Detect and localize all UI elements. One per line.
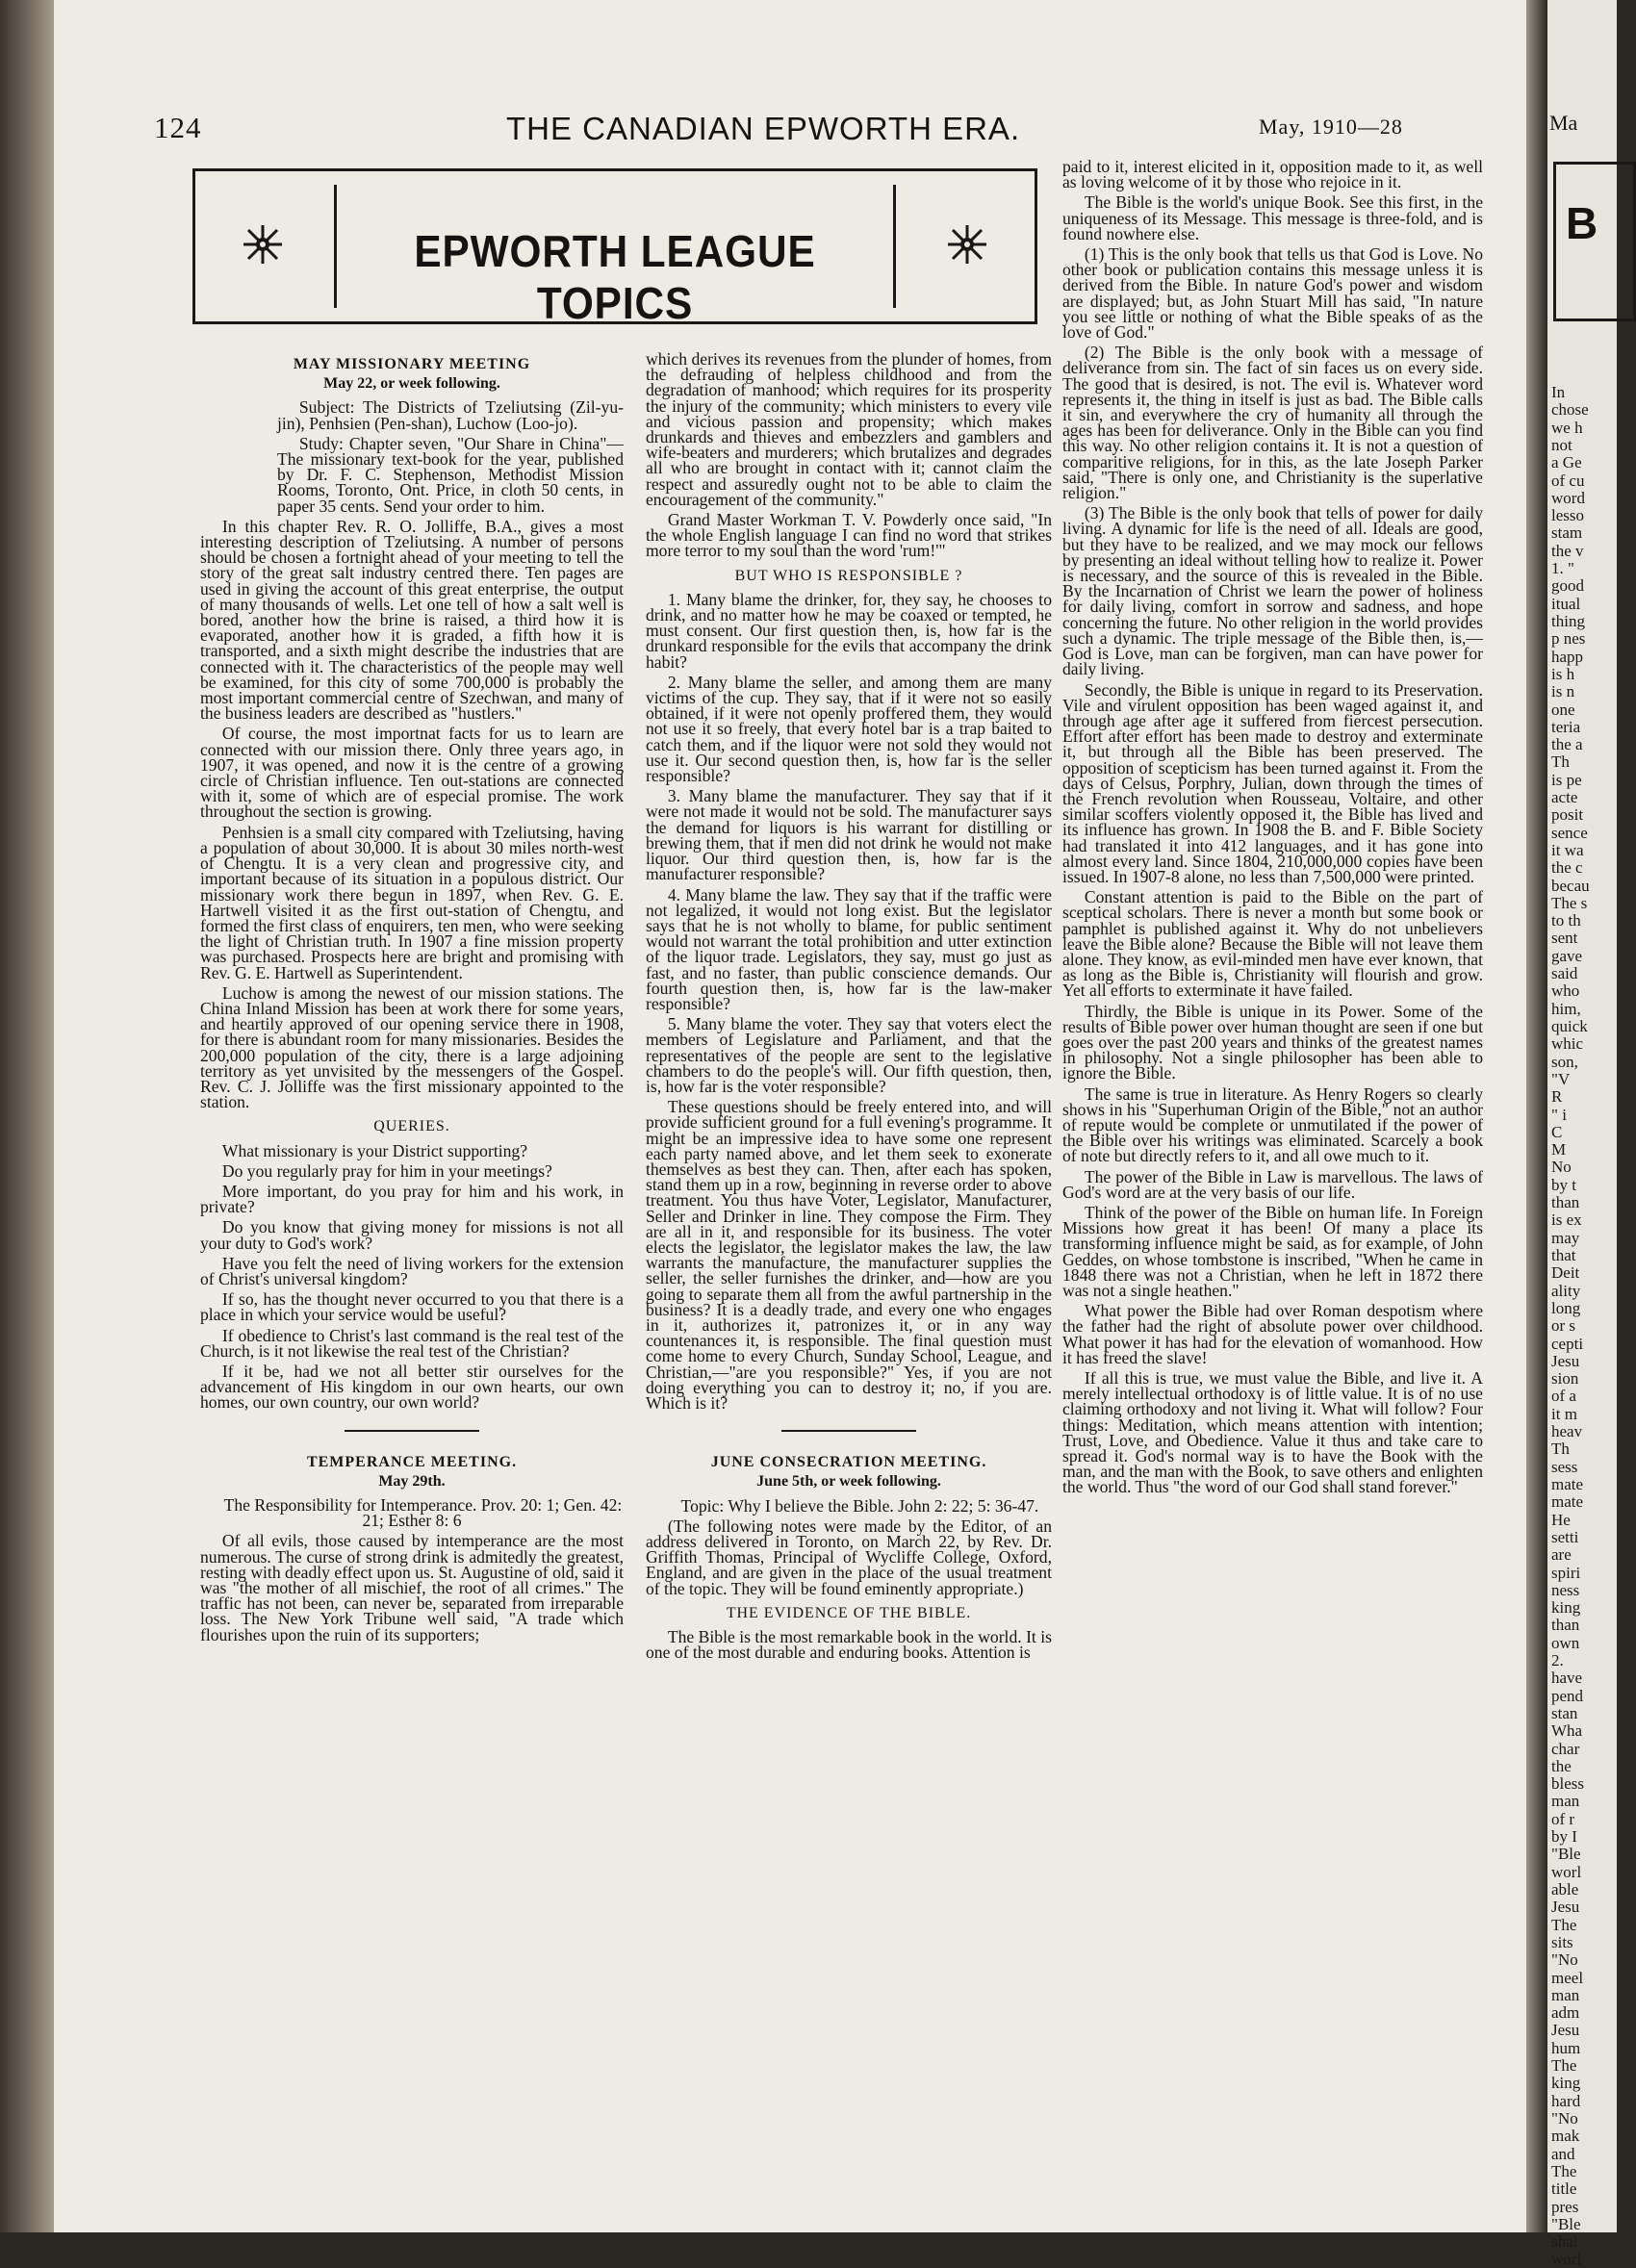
paragraph: (2) The Bible is the only book with a message of deliverance from sin. The fact of sin faces us on every side. The good that is desired, is not. The evil is. Whatever word represents it, the thing in itself is just as bad. The Bible calls it sin, and everywhere the cry of humanity all through the ages has been for deliverance. Only in the Bible can you find this way. No other religion contains it. It is not a question of comparitive religions, for in this, as the late Joseph Parker said, "There is only one, and Christianity is the superlative religion."	[1062, 343, 1483, 503]
next-page-line-fragment: Th	[1551, 752, 1570, 772]
banner-title: EPWORTH LEAGUE TOPICS	[414, 226, 816, 328]
next-page-line-fragment: sence	[1551, 823, 1588, 842]
next-page-line-fragment: M	[1551, 1140, 1567, 1159]
paragraph: If all this is true, we must value the Bible, and live it. A merely intellectual orthodoxy is of little value. It is of no use claiming orthodoxy and not living it. What will follow? Four things: Meditation, which means attention with intention; Trust, Love, and Obedience. Value it thus and take care to spread it. God's normal way is to have the Book with the man, and the man with the Book, to save others and enlighten the world. Thus "the word of our God shall stand forever."	[1062, 1368, 1483, 1497]
next-page-line-fragment: heav	[1551, 1422, 1583, 1441]
section-divider	[345, 1430, 479, 1432]
next-page-line-fragment: C	[1551, 1122, 1563, 1141]
next-page-line-fragment: Jesu	[1551, 1898, 1580, 1917]
paragraph: Secondly, the Bible is unique in regard to its Preservation. Vile and virulent opposition has been waged against it, and through age after age it suffered from fiercest persecution. Effort after effort has been made to destroy and exterminate it, but through all the Bible has been preserved. The opposition of scepticism has been turned against it. From the days of Celsus, Porphry, Julian, down through the times of the French revolution when Rousseau, Voltaire, and other similar scoffers violently opposed it, the Bible has lived and its influence has grown. In 1908 the B. and F. Bible Society had translated it into 412 languages, and it has gone into almost every land. Since 1804, 210,000,000 copies have been issued. In 1907-8 alone, no less than 7,500,000 were printed.	[1062, 679, 1483, 886]
next-page-line-fragment: " i	[1551, 1105, 1567, 1124]
paragraph: Penhsien is a small city compared with Tzeliutsing, having a population of about 30,000. It is about 30 miles north-west of Chengtu. It is a very clean and progressive city, and important because of its situation in a populous district. Our missionary work there begun in 1897, when Rev. G. E. Hartwell visited it as the first out-station of Chengtu, and formed the first class of enquirers, ten men, who were seeking the light of Christian truth. In 1907 a fine mission property was purchased. Prospects here are bright and promising with Rev. G. E. Hartwell as Superintendent.	[200, 822, 624, 982]
next-page-line-fragment: him,	[1551, 999, 1581, 1018]
next-page-line-fragment: happ	[1551, 647, 1584, 666]
next-page-line-fragment: of cu	[1551, 471, 1585, 490]
next-page-line-fragment: worl	[1551, 1862, 1582, 1881]
next-page-line-fragment: we h	[1551, 418, 1583, 437]
next-page-line-fragment: sent	[1551, 929, 1578, 948]
next-page-line-fragment: char	[1551, 1739, 1580, 1758]
next-page-line-fragment: king	[1551, 2074, 1581, 2093]
next-page-line-fragment: "No	[1551, 2108, 1578, 2128]
next-page-line-fragment: is n	[1551, 682, 1575, 701]
next-page-line-fragment: "No	[1551, 1950, 1578, 1970]
next-page-line-fragment: 1. "	[1551, 559, 1574, 578]
missionary-meeting-date: May 22, or week following.	[323, 375, 500, 393]
next-page-line-fragment: mak	[1551, 2127, 1580, 2146]
column-2	[646, 351, 1052, 1665]
next-page-line-fragment: pres	[1551, 2197, 1579, 2216]
next-page-line-fragment: one	[1551, 700, 1575, 719]
paragraph: Constant attention is paid to the Bible on the part of sceptical scholars. There is never a month but some book or pamphlet is published against it. Why do not unbelievers leave the Bible alone? Because the Bible will not leave them alone. They know, as evil-minded men have ever known, that as long as the Bible is, Christianity will flourish and grow. Yet all efforts to exterminate it have failed.	[1062, 887, 1483, 1001]
next-page-line-fragment: who	[1551, 981, 1580, 1001]
next-page-line-fragment: sion	[1551, 1369, 1579, 1389]
next-page-line-fragment: quick	[1551, 1017, 1588, 1036]
next-page-line-fragment: the a	[1551, 735, 1583, 754]
june-topic: Topic: Why I believe the Bible. John 2: 22; 5: 36-47.	[680, 1495, 1039, 1516]
temperance-topic: The Responsibility for Intemperance. Prov. 20: 1; Gen. 42: 21; Esther 8: 6	[223, 1495, 623, 1531]
next-page-line-fragment: itual	[1551, 594, 1581, 613]
query: What missionary is your District supporting?	[221, 1140, 528, 1160]
next-page-line-fragment: He	[1551, 1510, 1571, 1529]
next-page-line-fragment: than	[1551, 1193, 1580, 1212]
next-page-line-fragment: hard	[1551, 2091, 1581, 2110]
next-page-line-fragment: becau	[1551, 876, 1590, 895]
paragraph: These questions should be freely entered into, and will provide sufficient ground for a full evening's programme. It might be an impressive idea to have some one represent each party named above, and let them seek to exonerate themselves as best they can. Then, after each has spoken, stand them up in a row, beginning in reverse order to above treatment. You thus have Voter, Legislator, Manufacturer, Seller and Drinker in line. They compose the Firm. They are all in it, and responsible for its business. The voter elects the legislator, the legislator makes the law, the law warrants the manufacture, the manufacturer supplies the seller, the seller furnishes the drinker, and—how are you going to separate them all from the awful partnership in the business? It is a deadly trade, and every one who engages in it, authorizes it, patronizes it, or in any way countenances it, is responsible. The final question must come home to every Church, Sunday School, League, and Christian,—"are you responsible?" Yes, if you are not doing everything you can to destroy it; no, if you are. Which is it?	[646, 1097, 1052, 1413]
paragraph: In this chapter Rev. R. O. Jolliffe, B.A., gives a most interesting description of Tzeliutsing. A number of persons should be chosen a fortnight ahead of your meeting to tell the story of the great salt industry centred there. Ten pages are used in giving the account of this great enterprise, the output of many thousands of wells. Let one tell of how a salt well is bored, another how the brine is raised, a third how it is evaporated, another how it is graded, a fifth how it is transported, and a sixth might describe the industries that are connected with it. The characteristics of the people may well be examined, for this city of some 700,000 is probably the most important commercial centre of Szechwan, and many of the business leaders are described as "hustlers."	[200, 516, 624, 724]
next-page-line-fragment: adm	[1551, 2003, 1580, 2023]
banner-title-frame	[334, 185, 896, 328]
next-page-line-fragment: 2.	[1551, 1651, 1564, 1670]
next-page-line-fragment: ness	[1551, 1580, 1580, 1599]
star-ornament-icon	[946, 223, 988, 266]
next-page-line-fragment: it m	[1551, 1404, 1577, 1423]
next-page-line-fragment: thing	[1551, 611, 1585, 630]
next-page-line-fragment: R	[1551, 1087, 1563, 1107]
paragraph: Of all evils, those caused by intemperance are the most numerous. The curse of strong drink is admitedly the greatest, resting with deadly effect upon us. St. Augustine of old, said it was "the mother of all mischief, the root of all crimes." The traffic has not been, can never be, separated from irreparable loss. The New York Tribune well said, "A trade which flourishes upon the ruin of its supporters;	[200, 1531, 624, 1644]
paragraph: Thirdly, the Bible is unique in its Power. Some of the results of Bible power over human thought are seen if one but goes over the past 200 years and thinks of the greatest names in philosophy. Not a single philosopher has been able to ignore the Bible.	[1062, 1001, 1483, 1083]
query: If so, has the thought never occurred to you that there is a place in which your service would be useful?	[200, 1289, 624, 1325]
next-page-line-fragment: gave	[1551, 946, 1583, 965]
next-page-line-fragment: than	[1551, 1616, 1580, 1635]
page-gutter-shadow	[1526, 0, 1547, 2232]
next-page-line-fragment: by t	[1551, 1175, 1576, 1194]
next-page-line-fragment: acte	[1551, 788, 1578, 807]
paragraph: Think of the power of the Bible on human life. In Foreign Missions how great it has been! Of many a place its transforming influence might be said, as for example, of John Geddes, on whose tombstone is inscribed, "When he came in 1848 there was not a Christian, when he left in 1872 there was not a single heathen."	[1062, 1203, 1483, 1301]
missionary-subject: Subject: The Districts of Tzeliutsing (Zil-yu-jin), Penhsien (Pen-shan), Luchow (Loo-jo).	[277, 397, 624, 433]
book-binding-shadow	[0, 0, 54, 2232]
next-page-line-fragment: Jesu	[1551, 2021, 1580, 2040]
next-page-line-fragment: title	[1551, 2179, 1577, 2199]
next-page-line-fragment: good	[1551, 576, 1584, 596]
temperance-meeting-date: May 29th.	[378, 1472, 446, 1490]
next-page-line-fragment: lesso	[1551, 506, 1584, 525]
column-3	[1062, 159, 1483, 1500]
journal-title: THE CANADIAN EPWORTH ERA.	[506, 111, 1021, 146]
next-page-line-fragment: spiri	[1551, 1563, 1581, 1582]
next-page-line-fragment: In	[1551, 383, 1566, 401]
paragraph: 3. Many blame the manufacturer. They say that if it were not made it would not be sold. The manufacturer says the demand for liquors is his warrant for distilling or brewing them, that if men did not drink he would not make liquor. Our third question then, is, how far is the manufacturer responsible?	[646, 786, 1052, 884]
next-page-line-fragment: or s	[1551, 1316, 1576, 1336]
next-page-line-fragment: sess	[1551, 1457, 1578, 1476]
next-page-line-fragment: able	[1551, 1880, 1579, 1898]
next-page-line-fragment: bless	[1551, 1774, 1584, 1794]
next-page-line-fragment: Jesu	[1551, 1351, 1580, 1370]
next-page-line-fragment: and	[1551, 2144, 1575, 2163]
next-page-line-fragment: may	[1551, 1228, 1580, 1247]
next-page-line-fragment: of r	[1551, 1809, 1575, 1828]
paragraph: The Bible is the world's unique Book. See this first, in the uniqueness of its Message. This message is three-fold, and is found nowhere else.	[1062, 192, 1483, 243]
paragraph: (1) This is the only book that tells us that God is Love. No other book or publication contains this message unless it is derived from the Bible. In nature God's power and wisdom are displayed; but, as John Stuart Mill has said, "In nature you see little or nothing of what the Bible speaks of as the love of God."	[1062, 244, 1483, 343]
next-page-banner	[1553, 162, 1636, 321]
next-page-line-fragment: hum	[1551, 2038, 1581, 2057]
next-page-line-fragment: The s	[1551, 893, 1588, 912]
next-page-line-fragment: mate	[1551, 1474, 1584, 1493]
next-page-line-fragment: chose	[1551, 400, 1589, 420]
next-page-line-fragment: "Ble	[1551, 2214, 1581, 2233]
next-page-line-fragment: is ex	[1551, 1210, 1582, 1230]
next-page-line-fragment: stam	[1551, 523, 1583, 543]
next-page-line-fragment: teria	[1551, 717, 1581, 736]
next-page-line-fragment: sits	[1551, 1932, 1573, 1951]
next-page-edge	[1547, 0, 1617, 2268]
next-page-line-fragment: the v	[1551, 541, 1584, 560]
query: More important, do you pray for him and his work, in private?	[200, 1181, 624, 1217]
query: Have you felt the need of living workers for the extension of Christ's universal kingdom?	[200, 1253, 624, 1288]
paragraph: 1. Many blame the drinker, for, they say, he chooses to drink, and no matter how he may be coaxed or tempted, he must consent. Our first question then, is, how far is the drunkard responsible for the evils that accompany the drink habit?	[646, 589, 1052, 672]
paragraph: (3) The Bible is the only book that tells of power for daily living. A dynamic for life is the need of all. Ideals are good, but they have to be realized, and we may mock our fellows by presenting an ideal without telling how to realize it. Power is necessary, and the source of this is revealed in the Bible. By the Incarnation of Christ we learn the power of holiness for daily living, comfort in sorrow and sadness, and hope concerning the future. No other religion in the world provides such a dynamic. The triple message of the Bible then, is,—God is Love, man can be forgiven, man can have power for daily living.	[1062, 503, 1483, 679]
missionary-meeting-heading: MAY MISSIONARY MEETING	[293, 356, 531, 372]
next-page-line-fragment: p nes	[1551, 629, 1586, 649]
paragraph: Of course, the most importnat facts for us to learn are connected with our mission there. Only three years ago, in 1907, it was opened, and now it is the centre of a growing circle of Christian influence. Ten out-stations are connected with it, some of which are of especial promise. The work throughout the section is growing.	[200, 724, 624, 822]
column-1	[200, 351, 624, 1647]
section-banner	[192, 168, 1037, 328]
paragraph: The same is true in literature. As Henry Rogers so clearly shows in his "Superhuman Origin of the Bible," not an author of repute would be complete or unmutilated if the power of the Bible over his writings was eliminated. Scarcely a book of note but directly refers to it, and all owe much to it.	[1062, 1083, 1483, 1166]
paragraph: Grand Master Workman T. V. Powderly once said, "In the whole English language I can find no word that strikes more terror to my soul than the word 'rum!'"	[646, 510, 1052, 561]
next-page-line-fragment: Wha	[1551, 1721, 1583, 1741]
temperance-meeting-heading: TEMPERANCE MEETING.	[306, 1453, 518, 1470]
next-page-line-fragment: Deit	[1551, 1263, 1580, 1283]
paragraph: The power of the Bible in Law is marvellous. The laws of God's word are at the very basis of our life.	[1062, 1166, 1483, 1202]
paragraph: The Bible is the most remarkable book in the world. It is one of the most durable and enduring books. Attention is	[646, 1627, 1052, 1663]
next-page-line-fragment: shal	[1551, 2232, 1578, 2252]
next-page-line-fragment: posit	[1551, 805, 1584, 825]
magazine-page	[54, 0, 1526, 2232]
section-divider	[781, 1430, 916, 1432]
june-meeting-date: June 5th, or week following.	[756, 1473, 941, 1491]
issue-date: May, 1910—28	[1259, 115, 1403, 139]
missionary-study: Study: Chapter seven, "Our Share in China"—The missionary text-book for the year, published by Dr. F. C. Stephenson, Methodist Mission Rooms, Toronto, Ont. Price, in cloth 50 cents, in paper 35 cents. Send your order to him.	[277, 433, 624, 516]
next-page-line-fragment: it wa	[1551, 840, 1584, 859]
next-page-line-fragment: The	[1551, 2056, 1577, 2076]
query: Do you regularly pray for him in your meetings?	[221, 1160, 552, 1181]
query: If obedience to Christ's last command is the real test of the Church, is it not likewise the real test of the Christian?	[200, 1325, 624, 1361]
next-page-line-fragment: is pe	[1551, 770, 1582, 789]
next-page-line-fragment: mate	[1551, 1492, 1584, 1512]
next-page-line-fragment: long	[1551, 1298, 1581, 1317]
next-page-line-fragment: man	[1551, 1792, 1580, 1811]
next-page-line-fragment: "V	[1551, 1069, 1571, 1088]
next-page-line-fragment: "Ble	[1551, 1845, 1581, 1864]
query: Do you know that giving money for missions is not all your duty to God's work?	[200, 1217, 624, 1253]
next-page-line-fragment: setti	[1551, 1527, 1579, 1546]
star-ornament-icon	[242, 223, 284, 266]
next-page-line-fragment: not	[1551, 435, 1572, 454]
paragraph: 2. Many blame the seller, and among them are many victims of the cup. They say, that if it were not so easily obtained, if it were not openly proffered them, they would not use it so freely, that every hotel bar is a trap baited to catch them, and if the liquor were not sold they would not use it. Our second question then, is, how far is the seller responsible?	[646, 672, 1052, 786]
next-page-line-fragment: pend	[1551, 1686, 1584, 1705]
next-page-line-fragment: stan	[1551, 1703, 1578, 1722]
next-page-line-fragment: by I	[1551, 1827, 1577, 1847]
next-page-line-fragment: The	[1551, 2161, 1577, 2180]
next-page-line-fragment: whic	[1551, 1034, 1584, 1054]
next-page-line-fragment: said	[1551, 964, 1578, 983]
next-page-banner-fragment: B	[1566, 198, 1598, 248]
page-number: 124	[154, 111, 202, 144]
next-page-line-fragment: The	[1551, 1915, 1577, 1934]
paragraph: 5. Many blame the voter. They say that voters elect the members of Legislature and Parliament, and that the representatives of the people are sent to the legislative chambers to do the people's will. Our fifth question, then, is, how far is the voter responsible?	[646, 1014, 1052, 1096]
next-page-line-fragment: man	[1551, 1985, 1580, 2004]
paragraph: (The following notes were made by the Editor, of an address delivered in Toronto, on March 22, by Rev. Dr. Griffith Thomas, Principal of Wycliffe College, Oxford, England, and are given in the place of the usual treatment of the topic. They will be found eminently appropriate.)	[646, 1516, 1052, 1598]
query: If it be, had we not all better stir ourselves for the advancement of His kingdom in our own hearts, our own homes, our own country, our own world?	[200, 1361, 624, 1413]
responsible-heading: BUT WHO IS RESPONSIBLE ?	[734, 567, 963, 584]
next-page-line-fragment: No	[1551, 1158, 1572, 1177]
next-page-line-fragment: to th	[1551, 911, 1581, 930]
next-page-line-fragment: word	[1551, 488, 1585, 507]
next-page-line-fragment: own	[1551, 1633, 1580, 1652]
next-page-line-fragment: son,	[1551, 1052, 1578, 1071]
paragraph: 4. Many blame the law. They say that if the traffic were not legalized, it would not long exist. But the legislator says that he is not wholly to blame, for public sentiment would not warrant the total prohibition and utter extinction of the liquor trade. Legislators, they say, must go just as fast, and no faster, than public conscience demands. Our fourth question then, is, how far is the law-maker responsible?	[646, 884, 1052, 1013]
next-page-line-fragment: that	[1551, 1245, 1576, 1264]
next-page-header-fragment: Ma	[1549, 111, 1578, 135]
evidence-heading: THE EVIDENCE OF THE BIBLE.	[726, 1604, 972, 1621]
next-page-line-fragment: worl	[1551, 2250, 1582, 2268]
paragraph: which derives its revenues from the plunder of homes, from the defrauding of helpless childhood and from the degradation of manhood; which requires for its prosperity the injury of the community; which ministers to every vile and vicious passion and propensity; which makes drunkards and thieves and embezzlers and gamblers and wife-beaters and murderers; which brutalizes and degrades all who are brought in contact with it; cannot claim the respect and assuredly ought not to be able to claim the encouragement of the community."	[646, 349, 1052, 509]
queries-heading: QUERIES.	[373, 1118, 450, 1135]
next-page-line-fragment: ality	[1551, 1281, 1581, 1300]
paragraph: What power the Bible had over Roman despotism where the father had the right of absolute power over childhood. What power it has had for the elevation of womanhood. How it has freed the slave!	[1062, 1301, 1483, 1367]
next-page-line-fragment: meel	[1551, 1968, 1584, 1987]
june-meeting-heading: JUNE CONSECRATION MEETING.	[710, 1454, 987, 1471]
next-page-line-fragment: are	[1551, 1545, 1572, 1565]
next-page-line-fragment: is h	[1551, 664, 1575, 683]
next-page-line-fragment: cepti	[1551, 1334, 1584, 1353]
next-page-line-fragment: Th	[1551, 1440, 1570, 1459]
next-page-line-fragment: the	[1551, 1756, 1572, 1775]
next-page-line-fragment: a Ge	[1551, 453, 1582, 472]
next-page-line-fragment: the c	[1551, 858, 1583, 878]
paragraph: paid to it, interest elicited in it, opposition made to it, as well as loving welcome of it by those who rejoice in it.	[1062, 157, 1483, 192]
next-page-line-fragment: of a	[1551, 1387, 1576, 1406]
next-page-line-fragment: king	[1551, 1598, 1581, 1618]
next-page-line-fragment: have	[1551, 1669, 1583, 1688]
paragraph: Luchow is among the newest of our mission stations. The China Inland Mission has been at work there for some years, and heartily approved of our opening service there in 1908, for there is abundant room for many missionaries. Besides the 200,000 population of the city, there is a large adjoining territory as yet unvisited by the messengers of the Gospel. Rev. C. J. Jolliffe was the first missionary appointed to the station.	[200, 982, 624, 1112]
